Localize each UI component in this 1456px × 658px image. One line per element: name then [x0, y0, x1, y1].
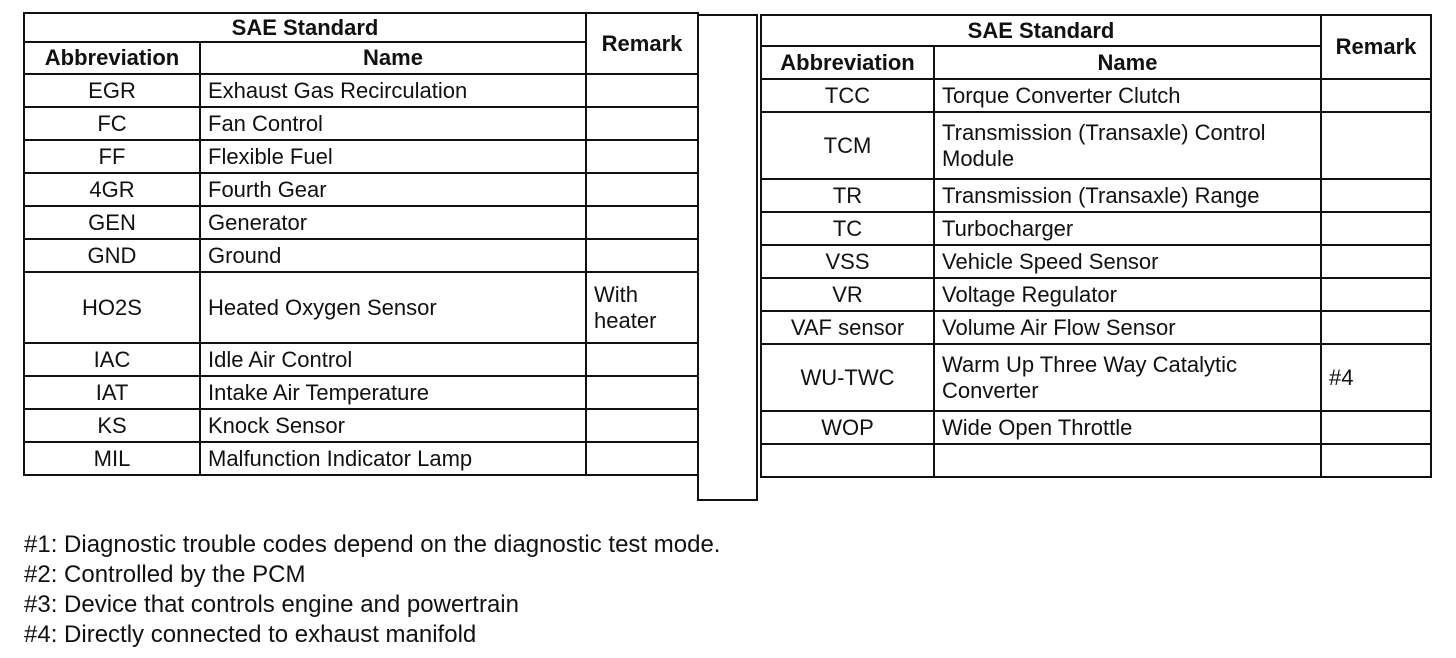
table-row: [24, 107, 698, 140]
left-abbreviation-table: [23, 12, 699, 476]
abbreviation-cell: GND: [24, 239, 200, 272]
abbreviation-cell: TCC: [761, 79, 934, 112]
table-row: [761, 278, 1431, 311]
table-row: [761, 411, 1431, 444]
abbreviation-cell: FF: [24, 140, 200, 173]
name-cell: Torque Converter Clutch: [934, 79, 1321, 112]
name-cell: Fan Control: [200, 107, 586, 140]
right-abbreviation-table: [760, 14, 1432, 478]
abbreviation-cell: TC: [761, 212, 934, 245]
remark-header: Remark: [1321, 15, 1431, 79]
remark-cell: [586, 409, 698, 442]
table-row: [761, 245, 1431, 278]
table-row: [24, 173, 698, 206]
name-cell: Voltage Regulator: [934, 278, 1321, 311]
sae-standard-header: SAE Standard: [24, 13, 586, 42]
remark-cell: [1321, 278, 1431, 311]
remark-cell: [586, 206, 698, 239]
sae-standard-header: SAE Standard: [761, 15, 1321, 46]
abbreviation-header: Abbreviation: [761, 46, 934, 79]
footnote-3: #3: Device that controls engine and powertrain: [24, 591, 519, 618]
name-cell: Volume Air Flow Sensor: [934, 311, 1321, 344]
name-cell: Transmission (Transaxle) Range: [934, 179, 1321, 212]
abbreviation-header: Abbreviation: [24, 42, 200, 74]
name-cell: [934, 444, 1321, 477]
name-header: Name: [200, 42, 586, 74]
abbreviation-cell: [761, 444, 934, 477]
table-row: [24, 140, 698, 173]
table-row: [24, 272, 698, 343]
name-cell: Vehicle Speed Sensor: [934, 245, 1321, 278]
abbreviation-cell: TR: [761, 179, 934, 212]
abbreviation-cell: WU-TWC: [761, 344, 934, 411]
name-cell: Idle Air Control: [200, 343, 586, 376]
remark-cell: [586, 376, 698, 409]
name-cell: Knock Sensor: [200, 409, 586, 442]
remark-cell: #4: [1321, 344, 1431, 411]
abbreviation-cell: TCM: [761, 112, 934, 179]
footnote-1: #1: Diagnostic trouble codes depend on the diagnostic test mode.: [24, 531, 721, 558]
name-cell: Ground: [200, 239, 586, 272]
name-cell: Generator: [200, 206, 586, 239]
abbreviation-cell: HO2S: [24, 272, 200, 343]
remark-cell: [1321, 311, 1431, 344]
remark-cell: [586, 239, 698, 272]
remark-cell: With heater: [586, 272, 698, 343]
abbreviation-cell: 4GR: [24, 173, 200, 206]
abbreviation-cell: VR: [761, 278, 934, 311]
abbreviation-cell: IAC: [24, 343, 200, 376]
table-row: [24, 409, 698, 442]
abbreviation-cell: VAF sensor: [761, 311, 934, 344]
abbreviation-cell: KS: [24, 409, 200, 442]
name-cell: Exhaust Gas Recirculation: [200, 74, 586, 107]
separator-column: [697, 14, 758, 501]
abbreviation-cell: WOP: [761, 411, 934, 444]
abbreviation-cell: EGR: [24, 74, 200, 107]
name-cell: Intake Air Temperature: [200, 376, 586, 409]
footnote-4: #4: Directly connected to exhaust manifold: [24, 621, 477, 648]
remark-cell: [586, 107, 698, 140]
table-row: [24, 376, 698, 409]
name-cell: Warm Up Three Way Catalytic Converter: [934, 344, 1321, 411]
remark-cell: [1321, 212, 1431, 245]
abbreviation-cell: MIL: [24, 442, 200, 475]
remark-cell: [586, 343, 698, 376]
table-row: [24, 239, 698, 272]
table-row: [761, 444, 1431, 477]
table-row: [24, 343, 698, 376]
table-row: [761, 344, 1431, 411]
footnote-2: #2: Controlled by the PCM: [24, 561, 306, 588]
remark-header: Remark: [586, 13, 698, 74]
abbreviation-cell: IAT: [24, 376, 200, 409]
table-row: [761, 79, 1431, 112]
remark-cell: [1321, 245, 1431, 278]
remark-cell: [1321, 179, 1431, 212]
abbreviation-cell: FC: [24, 107, 200, 140]
table-row: [761, 179, 1431, 212]
remark-cell: [586, 442, 698, 475]
abbreviation-cell: GEN: [24, 206, 200, 239]
remark-cell: [586, 140, 698, 173]
remark-cell: [586, 173, 698, 206]
name-cell: Malfunction Indicator Lamp: [200, 442, 586, 475]
table-row: [24, 206, 698, 239]
remark-cell: [1321, 411, 1431, 444]
remark-cell: [1321, 79, 1431, 112]
table-row: [761, 112, 1431, 179]
abbreviation-cell: VSS: [761, 245, 934, 278]
name-header: Name: [934, 46, 1321, 79]
remark-cell: [1321, 112, 1431, 179]
table-row: [761, 311, 1431, 344]
remark-cell: [586, 74, 698, 107]
name-cell: Flexible Fuel: [200, 140, 586, 173]
footnotes: [24, 530, 720, 650]
remark-cell: [1321, 444, 1431, 477]
name-cell: Wide Open Throttle: [934, 411, 1321, 444]
table-row: [24, 74, 698, 107]
name-cell: Heated Oxygen Sensor: [200, 272, 586, 343]
name-cell: Fourth Gear: [200, 173, 586, 206]
table-row: [24, 442, 698, 475]
table-row: [761, 212, 1431, 245]
name-cell: Transmission (Transaxle) Control Module: [934, 112, 1321, 179]
name-cell: Turbocharger: [934, 212, 1321, 245]
